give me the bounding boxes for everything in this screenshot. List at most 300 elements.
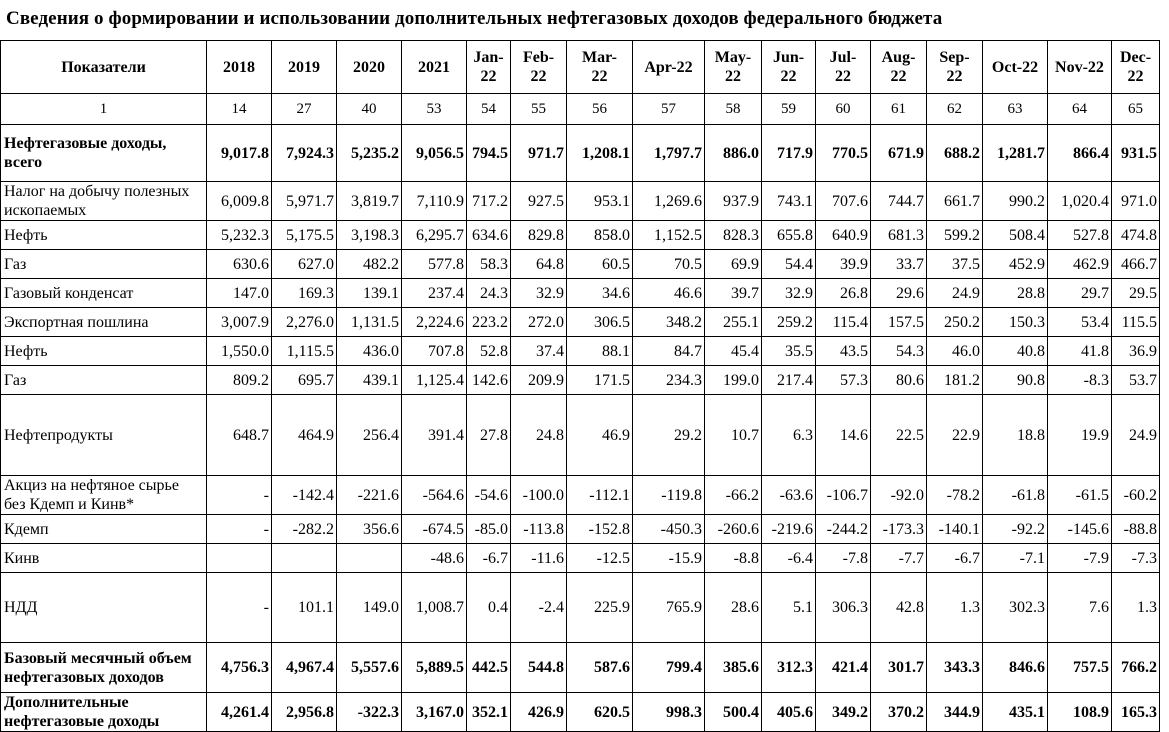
table-cell: 10.7 bbox=[705, 395, 762, 476]
column-header: Jun- 22 bbox=[762, 41, 816, 94]
table-cell: 695.7 bbox=[272, 366, 337, 395]
table-cell: 165.3 bbox=[1112, 693, 1160, 732]
table-cell: 26.8 bbox=[816, 279, 871, 308]
table-row bbox=[1, 643, 1160, 693]
column-header: 2018 bbox=[207, 41, 272, 94]
table-cell: 5,889.5 bbox=[402, 643, 467, 693]
table-cell: 209.9 bbox=[511, 366, 567, 395]
table-cell: -140.1 bbox=[927, 515, 983, 544]
table-cell: 27.8 bbox=[467, 395, 511, 476]
column-number: 60 bbox=[816, 94, 871, 125]
row-label: НДД bbox=[1, 573, 207, 643]
table-cell: 4,967.4 bbox=[272, 643, 337, 693]
table-cell: 88.1 bbox=[567, 337, 633, 366]
table-cell: 655.8 bbox=[762, 221, 816, 250]
table-cell: 37.5 bbox=[927, 250, 983, 279]
table-cell: 54.3 bbox=[871, 337, 927, 366]
table-cell: 24.8 bbox=[511, 395, 567, 476]
table-cell: 36.9 bbox=[1112, 337, 1160, 366]
table-cell: 886.0 bbox=[705, 125, 762, 182]
table-cell: 630.6 bbox=[207, 250, 272, 279]
column-header: 2021 bbox=[402, 41, 467, 94]
table-cell: 799.4 bbox=[633, 643, 705, 693]
header-row bbox=[1, 41, 1160, 94]
table-cell: 809.2 bbox=[207, 366, 272, 395]
table-cell: 828.3 bbox=[705, 221, 762, 250]
table-cell bbox=[272, 544, 337, 573]
table-cell: 627.0 bbox=[272, 250, 337, 279]
table-cell: 5,232.3 bbox=[207, 221, 272, 250]
table-cell: 661.7 bbox=[927, 182, 983, 221]
table-cell: 3,007.9 bbox=[207, 308, 272, 337]
table-cell: 1,208.1 bbox=[567, 125, 633, 182]
table-cell: 5,557.6 bbox=[337, 643, 402, 693]
table-cell: 234.3 bbox=[633, 366, 705, 395]
table-cell: 115.4 bbox=[816, 308, 871, 337]
table-row bbox=[1, 279, 1160, 308]
table-cell: -145.6 bbox=[1048, 515, 1112, 544]
table-cell: 1,281.7 bbox=[983, 125, 1048, 182]
table-cell: 33.7 bbox=[871, 250, 927, 279]
table-cell: -322.3 bbox=[337, 693, 402, 732]
table-cell: -6.7 bbox=[927, 544, 983, 573]
table-cell: 7,110.9 bbox=[402, 182, 467, 221]
column-number: 63 bbox=[983, 94, 1048, 125]
table-cell: 250.2 bbox=[927, 308, 983, 337]
table-cell: 426.9 bbox=[511, 693, 567, 732]
table-cell: 0.4 bbox=[467, 573, 511, 643]
table-cell: 53.7 bbox=[1112, 366, 1160, 395]
table-cell: 43.5 bbox=[816, 337, 871, 366]
column-number-row bbox=[1, 94, 1160, 125]
table-cell: 29.5 bbox=[1112, 279, 1160, 308]
table-cell: 142.6 bbox=[467, 366, 511, 395]
table-cell: - bbox=[207, 476, 272, 515]
table-cell: -260.6 bbox=[705, 515, 762, 544]
table-cell: 306.5 bbox=[567, 308, 633, 337]
row-label: Нефть bbox=[1, 221, 207, 250]
column-header: Oct-22 bbox=[983, 41, 1048, 94]
table-cell: 688.2 bbox=[927, 125, 983, 182]
table-cell: -7.3 bbox=[1112, 544, 1160, 573]
table-cell: 225.9 bbox=[567, 573, 633, 643]
table-cell: 482.2 bbox=[337, 250, 402, 279]
table-cell: 508.4 bbox=[983, 221, 1048, 250]
table-cell: -61.8 bbox=[983, 476, 1048, 515]
column-header: Apr-22 bbox=[633, 41, 705, 94]
table-cell: 1,115.5 bbox=[272, 337, 337, 366]
table-cell: -88.8 bbox=[1112, 515, 1160, 544]
column-header: Jul- 22 bbox=[816, 41, 871, 94]
table-cell: 255.1 bbox=[705, 308, 762, 337]
table-cell: 169.3 bbox=[272, 279, 337, 308]
table-cell: 1,020.4 bbox=[1048, 182, 1112, 221]
table-cell: 3,819.7 bbox=[337, 182, 402, 221]
table-cell: 829.8 bbox=[511, 221, 567, 250]
table-cell: 1,550.0 bbox=[207, 337, 272, 366]
table-cell: 41.8 bbox=[1048, 337, 1112, 366]
column-number: 61 bbox=[871, 94, 927, 125]
table-cell: 1,125.4 bbox=[402, 366, 467, 395]
column-header: Feb- 22 bbox=[511, 41, 567, 94]
table-row bbox=[1, 182, 1160, 221]
table-cell: 1.3 bbox=[927, 573, 983, 643]
table-cell: 442.5 bbox=[467, 643, 511, 693]
table-cell: 45.4 bbox=[705, 337, 762, 366]
table-cell: 2,956.8 bbox=[272, 693, 337, 732]
table-cell: 35.5 bbox=[762, 337, 816, 366]
table-cell: 46.6 bbox=[633, 279, 705, 308]
table-cell: 90.8 bbox=[983, 366, 1048, 395]
row-label: Нефтепродукты bbox=[1, 395, 207, 476]
table-cell: 306.3 bbox=[816, 573, 871, 643]
column-number: 1 bbox=[1, 94, 207, 125]
column-header: Nov-22 bbox=[1048, 41, 1112, 94]
table-cell: 5,971.7 bbox=[272, 182, 337, 221]
table-cell: 370.2 bbox=[871, 693, 927, 732]
column-header: Jan- 22 bbox=[467, 41, 511, 94]
row-label: Кинв bbox=[1, 544, 207, 573]
table-cell: 5.1 bbox=[762, 573, 816, 643]
column-number: 54 bbox=[467, 94, 511, 125]
table-cell: 599.2 bbox=[927, 221, 983, 250]
table-cell: 147.0 bbox=[207, 279, 272, 308]
column-number: 58 bbox=[705, 94, 762, 125]
table-cell: 971.0 bbox=[1112, 182, 1160, 221]
table-cell: 80.6 bbox=[871, 366, 927, 395]
table-cell: -173.3 bbox=[871, 515, 927, 544]
table-cell: 436.0 bbox=[337, 337, 402, 366]
table-cell: 199.0 bbox=[705, 366, 762, 395]
column-number: 14 bbox=[207, 94, 272, 125]
table-cell: 53.4 bbox=[1048, 308, 1112, 337]
table-cell: 1,797.7 bbox=[633, 125, 705, 182]
table-cell: 149.0 bbox=[337, 573, 402, 643]
column-header-indicator: Показатели bbox=[1, 41, 207, 94]
row-label: Базовый месячный объем нефтегазовых доходов bbox=[1, 643, 207, 693]
table-cell: 349.2 bbox=[816, 693, 871, 732]
table-cell: 58.3 bbox=[467, 250, 511, 279]
column-number: 53 bbox=[402, 94, 467, 125]
table-cell: 29.2 bbox=[633, 395, 705, 476]
table-cell: 356.6 bbox=[337, 515, 402, 544]
table-cell: 302.3 bbox=[983, 573, 1048, 643]
table-cell: 301.7 bbox=[871, 643, 927, 693]
document-title: Сведения о формировании и использовании дополнительных нефтегазовых доходов федерального бюджета bbox=[6, 8, 943, 29]
table-cell: 2,224.6 bbox=[402, 308, 467, 337]
table-cell: -8.8 bbox=[705, 544, 762, 573]
table-cell: -674.5 bbox=[402, 515, 467, 544]
table-cell: 866.4 bbox=[1048, 125, 1112, 182]
column-number: 56 bbox=[567, 94, 633, 125]
table-cell: 1,008.7 bbox=[402, 573, 467, 643]
table-cell: 217.4 bbox=[762, 366, 816, 395]
table-cell: 312.3 bbox=[762, 643, 816, 693]
table-cell: 272.0 bbox=[511, 308, 567, 337]
table-cell: -92.0 bbox=[871, 476, 927, 515]
table-row bbox=[1, 395, 1160, 476]
table-cell: 6,295.7 bbox=[402, 221, 467, 250]
column-header: 2020 bbox=[337, 41, 402, 94]
table-cell: -152.8 bbox=[567, 515, 633, 544]
table-cell: 937.9 bbox=[705, 182, 762, 221]
table-cell: -12.5 bbox=[567, 544, 633, 573]
table-cell: 500.4 bbox=[705, 693, 762, 732]
column-number: 62 bbox=[927, 94, 983, 125]
row-label: Газ bbox=[1, 250, 207, 279]
table-cell: 42.8 bbox=[871, 573, 927, 643]
table-cell: -78.2 bbox=[927, 476, 983, 515]
table-cell: 452.9 bbox=[983, 250, 1048, 279]
table-cell: -61.5 bbox=[1048, 476, 1112, 515]
table-cell: 101.1 bbox=[272, 573, 337, 643]
column-header: May- 22 bbox=[705, 41, 762, 94]
table-cell bbox=[337, 544, 402, 573]
table-cell: 70.5 bbox=[633, 250, 705, 279]
table-row bbox=[1, 221, 1160, 250]
table-cell: 757.5 bbox=[1048, 643, 1112, 693]
table-cell: 40.8 bbox=[983, 337, 1048, 366]
table-cell: 421.4 bbox=[816, 643, 871, 693]
table-cell: 743.1 bbox=[762, 182, 816, 221]
row-label: Кдемп bbox=[1, 515, 207, 544]
table-cell: 3,167.0 bbox=[402, 693, 467, 732]
table-cell: 1,152.5 bbox=[633, 221, 705, 250]
table-cell: 32.9 bbox=[762, 279, 816, 308]
table-cell: 237.4 bbox=[402, 279, 467, 308]
table-cell: 577.8 bbox=[402, 250, 467, 279]
table-cell: -15.9 bbox=[633, 544, 705, 573]
table-cell: 52.8 bbox=[467, 337, 511, 366]
row-label: Экспортная пошлина bbox=[1, 308, 207, 337]
table-cell: 352.1 bbox=[467, 693, 511, 732]
table-cell: 435.1 bbox=[983, 693, 1048, 732]
table-cell: 587.6 bbox=[567, 643, 633, 693]
table-cell: 474.8 bbox=[1112, 221, 1160, 250]
data-table bbox=[0, 40, 1160, 732]
table-cell: -564.6 bbox=[402, 476, 467, 515]
table-cell: 46.9 bbox=[567, 395, 633, 476]
table-cell: 1,131.5 bbox=[337, 308, 402, 337]
table-cell: 998.3 bbox=[633, 693, 705, 732]
column-header: Sep- 22 bbox=[927, 41, 983, 94]
table-cell: 39.9 bbox=[816, 250, 871, 279]
table-cell: 157.5 bbox=[871, 308, 927, 337]
table-cell: 707.8 bbox=[402, 337, 467, 366]
table-cell: 1,269.6 bbox=[633, 182, 705, 221]
column-number: 40 bbox=[337, 94, 402, 125]
table-row bbox=[1, 337, 1160, 366]
column-number: 64 bbox=[1048, 94, 1112, 125]
column-header: 2019 bbox=[272, 41, 337, 94]
table-cell: -54.6 bbox=[467, 476, 511, 515]
table-row bbox=[1, 515, 1160, 544]
table-cell: 54.4 bbox=[762, 250, 816, 279]
table-cell: 19.9 bbox=[1048, 395, 1112, 476]
table-cell: 3,198.3 bbox=[337, 221, 402, 250]
table-cell: 9,017.8 bbox=[207, 125, 272, 182]
table-cell: 39.7 bbox=[705, 279, 762, 308]
table-cell: 32.9 bbox=[511, 279, 567, 308]
table-row bbox=[1, 544, 1160, 573]
table-cell: -219.6 bbox=[762, 515, 816, 544]
table-cell: -8.3 bbox=[1048, 366, 1112, 395]
table-cell: 115.5 bbox=[1112, 308, 1160, 337]
table-cell: 7,924.3 bbox=[272, 125, 337, 182]
table-cell: 6.3 bbox=[762, 395, 816, 476]
table-row bbox=[1, 308, 1160, 337]
row-label: Газ bbox=[1, 366, 207, 395]
table-cell: -450.3 bbox=[633, 515, 705, 544]
column-header: Dec- 22 bbox=[1112, 41, 1160, 94]
table-cell: 927.5 bbox=[511, 182, 567, 221]
table-cell: 634.6 bbox=[467, 221, 511, 250]
table-cell: -6.7 bbox=[467, 544, 511, 573]
table-cell: - bbox=[207, 515, 272, 544]
table-cell: 5,175.5 bbox=[272, 221, 337, 250]
table-cell: 18.8 bbox=[983, 395, 1048, 476]
table-cell: 681.3 bbox=[871, 221, 927, 250]
table-row bbox=[1, 250, 1160, 279]
table-cell: 770.5 bbox=[816, 125, 871, 182]
table-cell: 766.2 bbox=[1112, 643, 1160, 693]
table-cell: -63.6 bbox=[762, 476, 816, 515]
table-cell: 24.9 bbox=[1112, 395, 1160, 476]
table-cell: 648.7 bbox=[207, 395, 272, 476]
table-cell: 37.4 bbox=[511, 337, 567, 366]
row-label: Дополнительные нефтегазовые доходы bbox=[1, 693, 207, 732]
column-number: 27 bbox=[272, 94, 337, 125]
table-cell: 744.7 bbox=[871, 182, 927, 221]
table-cell: 181.2 bbox=[927, 366, 983, 395]
table-cell: 640.9 bbox=[816, 221, 871, 250]
table-cell: 139.1 bbox=[337, 279, 402, 308]
table-cell: 7.6 bbox=[1048, 573, 1112, 643]
table-cell: 464.9 bbox=[272, 395, 337, 476]
table-cell: 24.3 bbox=[467, 279, 511, 308]
table-cell: 466.7 bbox=[1112, 250, 1160, 279]
table-cell: 60.5 bbox=[567, 250, 633, 279]
table-cell: -7.1 bbox=[983, 544, 1048, 573]
table-cell: 223.2 bbox=[467, 308, 511, 337]
table-cell: 29.6 bbox=[871, 279, 927, 308]
table-cell: 344.9 bbox=[927, 693, 983, 732]
row-label: Нефтегазовые доходы, всего bbox=[1, 125, 207, 182]
table-cell: 544.8 bbox=[511, 643, 567, 693]
table-cell: -6.4 bbox=[762, 544, 816, 573]
table-cell: -7.9 bbox=[1048, 544, 1112, 573]
table-row bbox=[1, 476, 1160, 515]
table-cell: 14.6 bbox=[816, 395, 871, 476]
table-row bbox=[1, 573, 1160, 643]
column-number: 65 bbox=[1112, 94, 1160, 125]
table-cell: 2,276.0 bbox=[272, 308, 337, 337]
table-cell: -106.7 bbox=[816, 476, 871, 515]
table-cell: 931.5 bbox=[1112, 125, 1160, 182]
table-cell: 259.2 bbox=[762, 308, 816, 337]
table-cell: 57.3 bbox=[816, 366, 871, 395]
table-cell: -11.6 bbox=[511, 544, 567, 573]
table-cell: 64.8 bbox=[511, 250, 567, 279]
table-cell: -282.2 bbox=[272, 515, 337, 544]
table-cell: 405.6 bbox=[762, 693, 816, 732]
table-cell: 4,756.3 bbox=[207, 643, 272, 693]
table-cell: 794.5 bbox=[467, 125, 511, 182]
table-cell: 22.9 bbox=[927, 395, 983, 476]
table-cell: 22.5 bbox=[871, 395, 927, 476]
table-row bbox=[1, 125, 1160, 182]
table-cell: 717.2 bbox=[467, 182, 511, 221]
table-cell: 5,235.2 bbox=[337, 125, 402, 182]
table-row bbox=[1, 366, 1160, 395]
table-cell: 171.5 bbox=[567, 366, 633, 395]
row-label: Газовый конденсат bbox=[1, 279, 207, 308]
column-header: Mar- 22 bbox=[567, 41, 633, 94]
table-cell: 391.4 bbox=[402, 395, 467, 476]
table-row bbox=[1, 693, 1160, 732]
table-cell: 4,261.4 bbox=[207, 693, 272, 732]
table-cell: - bbox=[207, 573, 272, 643]
table-cell: 69.9 bbox=[705, 250, 762, 279]
table-cell: -221.6 bbox=[337, 476, 402, 515]
table-cell: 343.3 bbox=[927, 643, 983, 693]
table-cell: -7.8 bbox=[816, 544, 871, 573]
table-cell: 462.9 bbox=[1048, 250, 1112, 279]
table-cell: -7.7 bbox=[871, 544, 927, 573]
table-cell: 858.0 bbox=[567, 221, 633, 250]
table-cell: 717.9 bbox=[762, 125, 816, 182]
table-cell: 765.9 bbox=[633, 573, 705, 643]
table-cell: 846.6 bbox=[983, 643, 1048, 693]
table-cell: -244.2 bbox=[816, 515, 871, 544]
column-number: 59 bbox=[762, 94, 816, 125]
table-cell: 971.7 bbox=[511, 125, 567, 182]
table-cell: 28.6 bbox=[705, 573, 762, 643]
table-cell: 6,009.8 bbox=[207, 182, 272, 221]
row-label: Нефть bbox=[1, 337, 207, 366]
column-header: Aug- 22 bbox=[871, 41, 927, 94]
table-cell: -113.8 bbox=[511, 515, 567, 544]
table-cell: 671.9 bbox=[871, 125, 927, 182]
table-cell: 527.8 bbox=[1048, 221, 1112, 250]
row-label: Налог на добычу полезных ископаемых bbox=[1, 182, 207, 221]
table-cell: 84.7 bbox=[633, 337, 705, 366]
row-label: Акциз на нефтяное сырье без Кдемп и Кинв* bbox=[1, 476, 207, 515]
table-cell: 1.3 bbox=[1112, 573, 1160, 643]
table-cell: 990.2 bbox=[983, 182, 1048, 221]
table-cell: -112.1 bbox=[567, 476, 633, 515]
table-cell: 348.2 bbox=[633, 308, 705, 337]
table-cell: 46.0 bbox=[927, 337, 983, 366]
table-cell: -100.0 bbox=[511, 476, 567, 515]
table-cell bbox=[207, 544, 272, 573]
table-cell: -92.2 bbox=[983, 515, 1048, 544]
table-cell: 9,056.5 bbox=[402, 125, 467, 182]
table-cell: 34.6 bbox=[567, 279, 633, 308]
table-cell: 256.4 bbox=[337, 395, 402, 476]
table-cell: -119.8 bbox=[633, 476, 705, 515]
table-cell: -85.0 bbox=[467, 515, 511, 544]
table-cell: -142.4 bbox=[272, 476, 337, 515]
table-cell: -66.2 bbox=[705, 476, 762, 515]
column-number: 55 bbox=[511, 94, 567, 125]
table-cell: 150.3 bbox=[983, 308, 1048, 337]
table-cell: 385.6 bbox=[705, 643, 762, 693]
table-cell: 108.9 bbox=[1048, 693, 1112, 732]
table-cell: -48.6 bbox=[402, 544, 467, 573]
table-cell: 24.9 bbox=[927, 279, 983, 308]
table-cell: 953.1 bbox=[567, 182, 633, 221]
